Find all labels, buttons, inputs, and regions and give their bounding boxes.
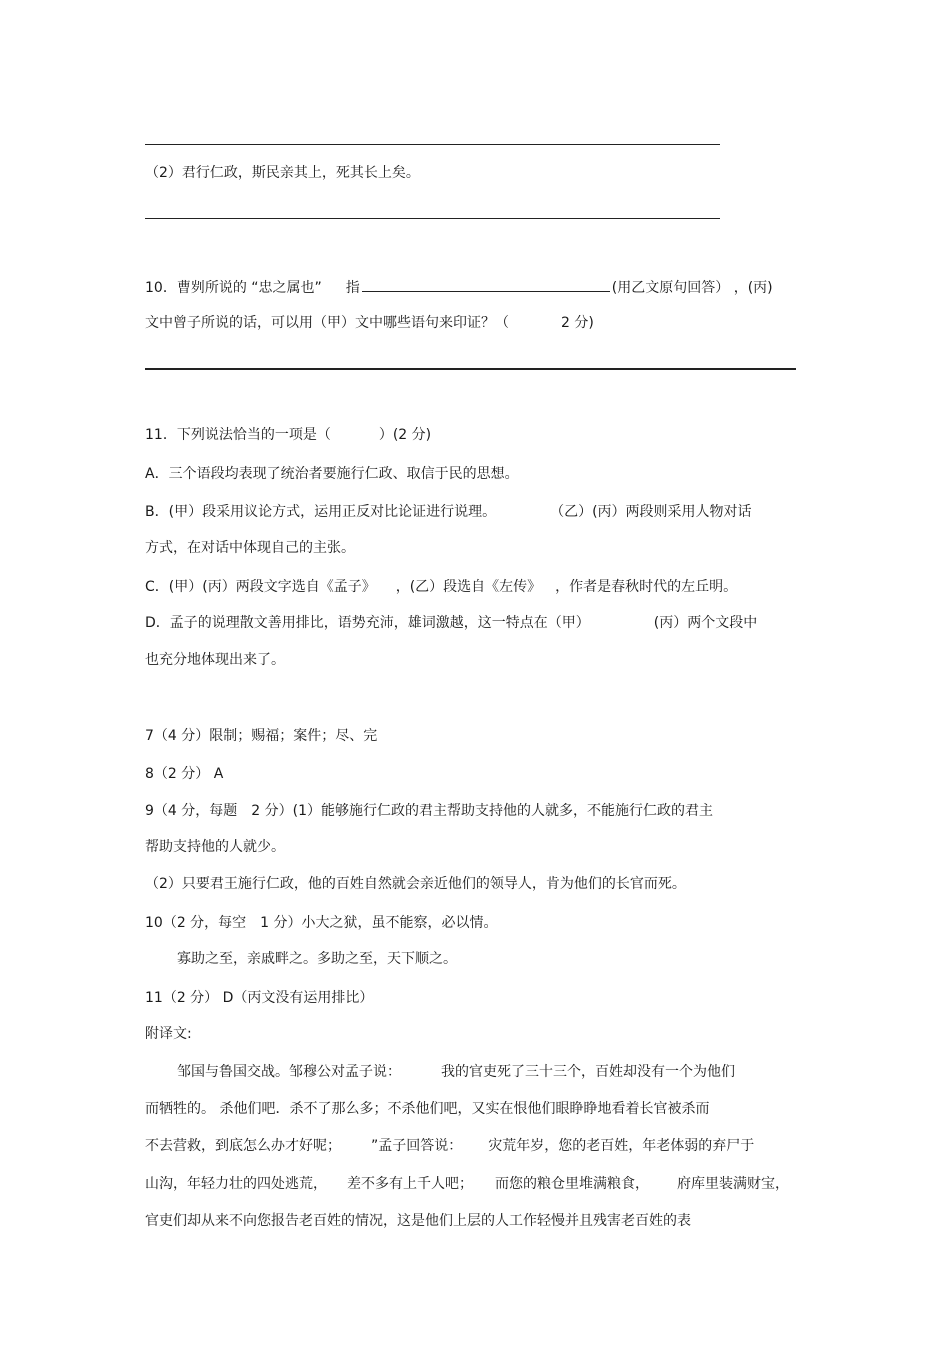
translation-text-4c: 而您的粮仓里堆满粮食，: [495, 1176, 649, 1192]
q11-b-text-a: B．(甲）段采用议论方式，运用正反对比论证进行说理。: [145, 504, 497, 520]
q11-option-d-line2: 也充分地体现出来了。: [145, 652, 285, 668]
translation-text-4a: 山沟，年轻力壮的四处逃荒，: [145, 1176, 327, 1192]
q11-option-b-line2: 方式，在对话中体现自己的主张。: [145, 540, 355, 556]
q11-option-a: A．三个语段均表现了统治者要施行仁政、取信于民的思想。: [145, 466, 519, 482]
translation-line3: [145, 1137, 754, 1155]
translation-line1: [177, 1063, 735, 1081]
translation-line2: 而牺牲的。 杀他们吧．杀不了那么多；不杀他们吧，又实在恨他们眼睁睁地看着长官被杀而: [145, 1101, 710, 1117]
q10-text-c: (用乙文原句回答） ，(丙): [611, 280, 773, 296]
translation-title: 附译文:: [145, 1026, 192, 1042]
answer-line-10: [145, 368, 796, 370]
answer-line-9-2: [145, 218, 720, 219]
translation-text-3b: ”孟子回答说：: [371, 1138, 463, 1154]
q11-stem-a: 11．下列说法恰当的一项是（: [145, 427, 331, 443]
translation-text-1b: 我的官吏死了三十三个，百姓却没有一个为他们: [441, 1064, 735, 1080]
answer-line-9-1: [145, 144, 720, 145]
q10-text-e: 2 分): [561, 315, 594, 331]
translation-text-3a: 不去营救，到底怎么办才好呢；: [145, 1138, 341, 1154]
q11-stem-b: ）(2 分): [378, 427, 432, 443]
translation-line5: 官吏们却从来不向您报告老百姓的情况，这是他们上层的人工作轻慢并且残害老百姓的表: [145, 1213, 691, 1229]
q11-option-d-line1: [145, 614, 757, 632]
q10-text-b: 指: [345, 280, 360, 296]
q9-part2: （2）君行仁政，斯民亲其上，死其长上矣。: [145, 165, 420, 181]
answer-7: 7（4 分）限制；赐福；案件；尽、完: [145, 728, 378, 744]
q11-b-text-b: （乙）(丙）两段则采用人物对话: [550, 504, 752, 520]
answer-10-line1: 10（2 分，每空 1 分）小大之狱，虽不能察，必以情。: [145, 915, 498, 931]
answer-9-line3: （2）只要君王施行仁政，他的百姓自然就会亲近他们的领导人，肯为他们的长官而死。: [145, 876, 686, 892]
answer-9-line1: 9（4 分，每题 2 分）(1）能够施行仁政的君主帮助支持他的人就多，不能施行仁政的君主: [145, 803, 713, 819]
q10-text-d: 文中曾子所说的话，可以用（甲）文中哪些语句来印证？（: [145, 315, 509, 331]
translation-text-4b: 差不多有上千人吧；: [347, 1176, 473, 1192]
answer-8: 8（2 分） A: [145, 766, 224, 782]
q10-fill-blank[interactable]: [362, 277, 610, 292]
q10-line2: [145, 314, 594, 332]
translation-text-3c: 灾荒年岁，您的老百姓，年老体弱的弃尸于: [488, 1138, 755, 1154]
translation-text-1a: 邹国与鲁国交战。邹穆公对孟子说：: [177, 1064, 401, 1080]
q11-d-text-b: (丙）两个文段中: [653, 615, 758, 631]
q11-c-text-b: ，(乙）段选自《左传》: [395, 579, 542, 595]
translation-line4: [145, 1175, 789, 1193]
q10-line1: [145, 277, 773, 297]
q11-option-b-line1: [145, 503, 752, 521]
answer-11: 11（2 分） D（丙文没有运用排比）: [145, 990, 374, 1006]
answer-9-line2: 帮助支持他的人就少。: [145, 839, 285, 855]
q11-c-text-c: ，作者是春秋时代的左丘明。: [555, 579, 738, 595]
answer-10-line2: 寡助之至，亲戚畔之。多助之至，天下顺之。: [177, 951, 457, 967]
q11-c-text-a: C．(甲）(丙）两段文字选自《孟子》: [145, 579, 376, 595]
q10-text-a: 10．曹刿所说的 “忠之属也”: [145, 280, 322, 296]
translation-text-4d: 府库里装满财宝，: [677, 1176, 789, 1192]
q11-option-c: [145, 578, 737, 596]
q11-d-text-a: D．孟子的说理散文善用排比，语势充沛，雄词激越，这一特点在（甲）: [145, 615, 590, 631]
q11-stem: [145, 426, 431, 444]
